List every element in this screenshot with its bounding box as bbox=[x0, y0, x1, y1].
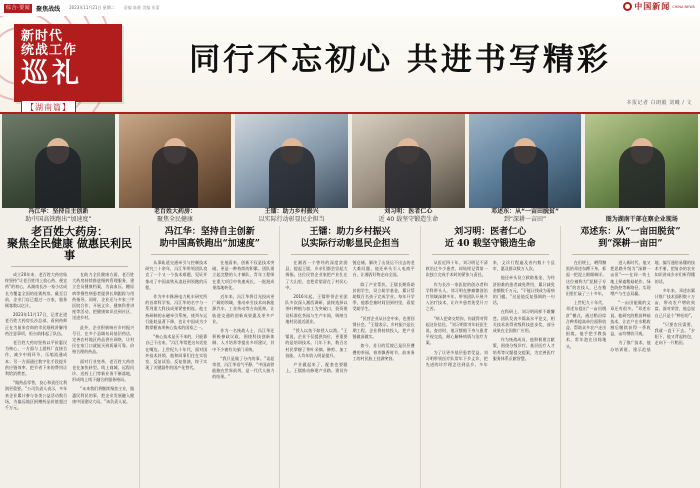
paragraph: 上世纪九十年代，邓述东提出“一亩田脱贫”模式，通过稻田综合种养提高单位面积收益，帮助众多农户走出困境。他手把手教技术，常年泡在田间地头。 bbox=[565, 300, 607, 349]
photo-caption-line2: 以实际行动彰显民企担当 bbox=[258, 216, 325, 223]
photo-cell bbox=[119, 114, 232, 224]
paragraph: “只要农民需要，我就一直干下去。”夕阳下，他又背起挎包，走向下一片稻田。 bbox=[654, 321, 695, 346]
brand-name: 中国新闻 bbox=[634, 2, 671, 11]
paragraph: “核心技术是买不来的，只能靠自己干出来。”冯江华常把这句话挂在嘴边。上世纪九十年代，面对国外技术封锁，他和同事们住在实验室，反复试验、反复推演，终于实现了关键器件的国产化替代。 bbox=[145, 334, 208, 371]
photo-caption-line1: 老百姓大药房： bbox=[154, 208, 197, 215]
portrait-figure bbox=[35, 146, 81, 208]
article-title-line1: 老百姓大药房： bbox=[31, 225, 109, 238]
banner bbox=[0, 16, 700, 114]
paragraph: 作为一名统战人士，冯江华还积极参政议政，围绕科技创新体制、人才培养等提出多项建议，其中不少被有关部门采纳。 bbox=[212, 328, 275, 352]
photo-caption-line2: 聚焦全民健康 bbox=[157, 216, 194, 223]
photo-cell bbox=[352, 114, 465, 224]
photo-caption-line1: 刘习明：医者仁心 bbox=[384, 208, 433, 215]
paragraph: 为了推广技术，他办培训班、建示范基地，编写通俗易懂的技术手册，把复杂的农业知识讲成乡亲们听得懂的话。 bbox=[610, 260, 695, 352]
article-title-line2: 助中国高铁跑出“加速度” bbox=[159, 239, 260, 249]
paragraph: 他还牵头设立救助基金，为经济困难的患者减免费用，累计减免金额数千万元。“不能让钱成为看病的门槛。”这是他反复强调的一句话。 bbox=[492, 275, 555, 306]
article-column bbox=[280, 226, 420, 488]
paragraph: 此外，企业积极响应乡村振兴号召，在多个县域布局基层药店，完善农村地区药品供应网络，让村民在家门口就能买到质量可靠、价格合理的药品。 bbox=[72, 324, 135, 355]
portrait-figure bbox=[619, 146, 665, 208]
photo-caption-line1: 冯江华：坚持自主创新 bbox=[28, 208, 89, 215]
paragraph: 从事轨道交通牵引与控制技术研究三十余年，冯江华带领团队攻克了一个又一个技术难题，见证并推动了中国高铁从追赶到领跑的历程。 bbox=[145, 260, 208, 290]
paragraph: 进入新时代，他又把思路升级为“深耕一亩田”——在同一块土地上探索稻菇轮作、绿色防控等新路径，实现增产与生态双赢。 bbox=[610, 260, 651, 297]
article-body bbox=[145, 260, 274, 460]
page-title: 同行不忘初心 共进书写精彩 bbox=[189, 42, 611, 78]
badge-main-title: 巡礼 bbox=[21, 58, 83, 89]
title-divider bbox=[291, 254, 408, 255]
article-column bbox=[561, 226, 700, 488]
brand-block bbox=[623, 1, 695, 12]
portrait-figure bbox=[385, 146, 431, 208]
paragraph: “病人把命交给你，你就得对得起这份信任。”刘习明常对年轻医生说。查房时，他习惯俯下身与患者平视交流，耐心解释病情与治疗方案。 bbox=[425, 315, 488, 346]
paragraph: 在助力全民健康方面，老百姓大药房持续推进慢病管理服务，建立会员健康档案，为高血压、糖尿病等慢性病患者提供长期跟踪与用药指导。同时，企业还与多家三甲医院合作，开展义诊、健康科普讲座等活动，把健康知识送到社区、送进乡村。 bbox=[72, 272, 135, 321]
title-divider bbox=[432, 254, 549, 255]
photo-cell bbox=[585, 114, 698, 224]
portrait-figure bbox=[502, 146, 548, 208]
portrait-figure bbox=[269, 146, 315, 208]
paragraph: “授人以鱼不如授人以渔。”王镭说，企业不仅提供岗位，更重要的是培训技术。几年下来，数百名村民掌握了茶叶采摘、修剪、加工技能，人均年收入明显提升。 bbox=[285, 328, 348, 358]
masthead-date: 2023年11月21日 星期二 bbox=[69, 5, 115, 10]
paragraph: “民营企业从社会中来，也要回馈社会。”王镭表示，乡村振兴是长期工程，企业将持续投入，把产业链做深做实。 bbox=[352, 315, 415, 340]
portrait-figure bbox=[152, 146, 198, 208]
paragraph: 产业做起来了，配套也要跟上。王镭推动修建产业路、建设冷链仓储，解决了山货运不出去的老大难问题。他还牵头引入电商平台，让湘西好物走向全国。 bbox=[285, 260, 415, 374]
masthead bbox=[0, 0, 700, 17]
title-divider bbox=[572, 254, 689, 255]
paragraph: 成立20年来，老百姓大药房始终坚持“让老百姓用上放心药、便宜药”的初心，从湖南长沙一家小店成长为覆盖全国的连锁药房。截至目前，企业门店已超过一万家，服务顾客数以亿计。 bbox=[5, 272, 68, 309]
masthead-tag: 综合·要闻 bbox=[6, 4, 31, 11]
article-title-line1: 冯江华：坚持自主创新 bbox=[164, 227, 255, 237]
photo-caption bbox=[469, 208, 582, 224]
article-body bbox=[5, 272, 134, 472]
paragraph: 作为统战成员，他积极建言献策，围绕分级诊疗、基层医疗人才培养等议题提交提案，为完善医疗服务体系贡献智慧。 bbox=[492, 337, 555, 361]
badge-line1: 新时代 bbox=[21, 29, 64, 44]
photo-caption-line2: 助中国高铁跑出“加速度” bbox=[25, 216, 92, 223]
article-body bbox=[566, 260, 695, 460]
photo-office-portrait bbox=[235, 114, 348, 208]
paragraph: 在科研上，刘习明同样不敢懈怠。团队发表多篇高水平论文，相关技术获得省级科技进步奖，部分成果在全国推广应用。 bbox=[492, 309, 555, 334]
masthead-left bbox=[4, 4, 160, 13]
photo-caption-line1: 王镭：助力乡村振兴 bbox=[264, 208, 319, 215]
banner-badge bbox=[14, 24, 122, 112]
article-title-line2: 聚焦全民健康 做惠民利民事 bbox=[7, 237, 133, 262]
photo-caption-line2: 到“深耕一亩田” bbox=[503, 216, 547, 223]
article-column bbox=[421, 226, 561, 488]
photo-caption-line1: 图为湖南干部在察企业现场 bbox=[605, 216, 678, 223]
article-column bbox=[0, 226, 140, 488]
paragraph: 在田埂上，晒得黝黑的邓述东蹲下身，抓起一把泥土细细端详。这位被称为“泥腿子专家”的农技人，已在稻田里忙碌了三十多年。 bbox=[565, 260, 607, 297]
paragraph: 老百姓大药房坚持以平价惠民为核心，一方面与上游药厂直接合作，减少中间环节，压缩流通成本；另一方面通过数字化手段提升供应链效率，把节省下来的费用让利给消费者。 bbox=[5, 340, 68, 377]
masthead-editors: 责编 陈静 美编 张蕾 bbox=[123, 5, 160, 10]
paragraph: 除了产业帮扶，王镭长期资助贫困学生，设立助学基金，累计帮助数百名孩子完成学业。每年开学季，他都会抽时间回到村里，看望受助学生。 bbox=[352, 281, 415, 312]
paragraph: 作为中车株洲电力机车研究所的首席科学家，冯江华的名字与一系列重大科技成果紧密相连。他主持研制的永磁牵引系统，使列车运行能耗显著下降，也让中国成为少数掌握该项核心技术的国家之一。 bbox=[145, 294, 208, 331]
photo-caption bbox=[119, 208, 232, 224]
paragraph: 在他看来，创新不仅是技术突破，更是一种持续的积累。团队建立起完整的人才梯队，青年工程师在重大项目中快速成长，一批批成果落地转化。 bbox=[212, 260, 275, 290]
article-column bbox=[140, 226, 280, 488]
brand-subtitle: CHINA NEWS bbox=[672, 4, 695, 9]
article-title-line1: 刘习明：医者仁心 bbox=[454, 227, 527, 237]
paragraph: 2023年11月17日，记者走进老百姓大药房长沙总部，看到药师正在为前来咨询的市民细致讲解用药注意事项，柜台前排起了队伍。 bbox=[5, 312, 68, 336]
article-body bbox=[426, 260, 555, 460]
paragraph: 为了让更多基层患者受益，刘习明带领医疗队常年下乡义诊，把先进的诊疗理念送到县乡。多年来，义诊行程遍及省内数十个县市，惠及群众数万人次。 bbox=[425, 260, 555, 368]
photo-cell bbox=[235, 114, 348, 224]
paragraph: “我只是做了分内的事。”谈起荣誉，冯江华语气平静，“中国高铁能跑在世界前列，是一代代人接力的结果。” bbox=[212, 355, 275, 380]
paragraph: 作为长沙一家医院的创办者和学科带头人，刘习明在肿瘤微创治疗领域深耕多年，带领团队开展介入治疗技术，让许多患者免受开刀之苦。 bbox=[425, 281, 488, 312]
photo-workshop-portrait bbox=[119, 114, 232, 208]
photo-cell bbox=[2, 114, 115, 224]
badge-region-label: 【湖南篇】 bbox=[21, 100, 76, 114]
photo-studio-portrait bbox=[352, 114, 465, 208]
article-title-line2: 到“深耕一亩田” bbox=[598, 239, 663, 249]
paragraph: 在湘西一个曾经的深度贫困县，提起王镭，乡亲们都会竖起大拇指。这位民营企业家把产业扎在了大山里，也把希望留在了村民心中。 bbox=[285, 260, 348, 290]
paragraph: 2016年起，王镭带领企业团队多次深入湘西调研，最终选择以茶叶种植与加工为突破口，投资建设标准化茶园与生产车间，吸纳当地村民就近就业。 bbox=[285, 294, 348, 324]
photo-field-agriculture bbox=[2, 114, 115, 208]
photo-greenhouse-portrait bbox=[585, 114, 698, 208]
photo-caption-line1: 邓述东：从“一亩田脱贫” bbox=[491, 208, 559, 215]
paragraph: 多年来，邓述东累计推广技术面积数十万亩，带动农户增收致富。面对荣誉，他总说自己只是个“种田的”。 bbox=[654, 287, 695, 318]
badge-line2: 统战工作 bbox=[21, 43, 78, 58]
masthead-section: 聚焦战线 bbox=[36, 5, 61, 13]
article-title-line2: 以实际行动彰显民企担当 bbox=[300, 239, 400, 249]
paragraph: 如今，昔日的荒坡已是层层叠叠的茶园，春茶飘香时节，前来务工的村民脸上挂满笑容。 bbox=[352, 343, 415, 361]
byline: 本报记者 白朗毅 刘曦 / 文 bbox=[626, 100, 692, 106]
photo-caption bbox=[2, 208, 115, 224]
paragraph: “一亩田能做的文章还有很多。”邓述东说。他研究的稻田种菇技术，让农户在水稻收割后继续获得一季收益，亩均增收可观。 bbox=[610, 300, 651, 337]
article-title-line1: 邓述东：从“一亩田脱贫” bbox=[580, 227, 681, 237]
paragraph: “做药品零售，良心和责任比利润更重要。”公司负责人表示，多年来企业累计参与各类公益活动数百场，为偏远地区捐赠药品价值超过千万元。 bbox=[5, 380, 68, 411]
photo-caption bbox=[585, 216, 698, 224]
photo-caption bbox=[352, 208, 465, 224]
photo-caption-line2: 近 40 载坚守锻造生命 bbox=[378, 216, 439, 223]
article-title-line2: 近 40 载坚守锻造生命 bbox=[444, 239, 536, 249]
paragraph: 从医近四十年，刘习明记不清救治过多少患者，却始终记得第一次独立完成手术时的紧张与责任。 bbox=[425, 260, 488, 278]
paragraph: “未来我们将继续聚焦主业，做惠民利民的事，把企业发展融入健康中国建设大局。”该负责人说。 bbox=[72, 386, 135, 404]
article-title-line1: 王镭：助力乡村振兴 bbox=[309, 227, 391, 237]
article-columns bbox=[0, 226, 700, 488]
paragraph: 近年来，冯江华将目光投向更广阔的领域，推动牵引技术向新能源汽车、工业传动等方向延伸，让轨道交通的创新成果惠及更多产业。 bbox=[212, 294, 275, 324]
paragraph: 面对行业变革，老百姓大药房也在加快转型。线上商城、远程问诊、送药上门等新业务不断落地，形成线上线下融合的服务格局。 bbox=[72, 358, 135, 383]
photo-caption bbox=[235, 208, 348, 224]
photo-strip bbox=[0, 114, 700, 224]
photo-cell bbox=[469, 114, 582, 224]
photo-lab-portrait bbox=[469, 114, 582, 208]
article-body bbox=[285, 260, 414, 460]
circle-logo-icon bbox=[623, 2, 632, 11]
title-divider bbox=[11, 266, 128, 267]
title-divider bbox=[151, 254, 268, 255]
